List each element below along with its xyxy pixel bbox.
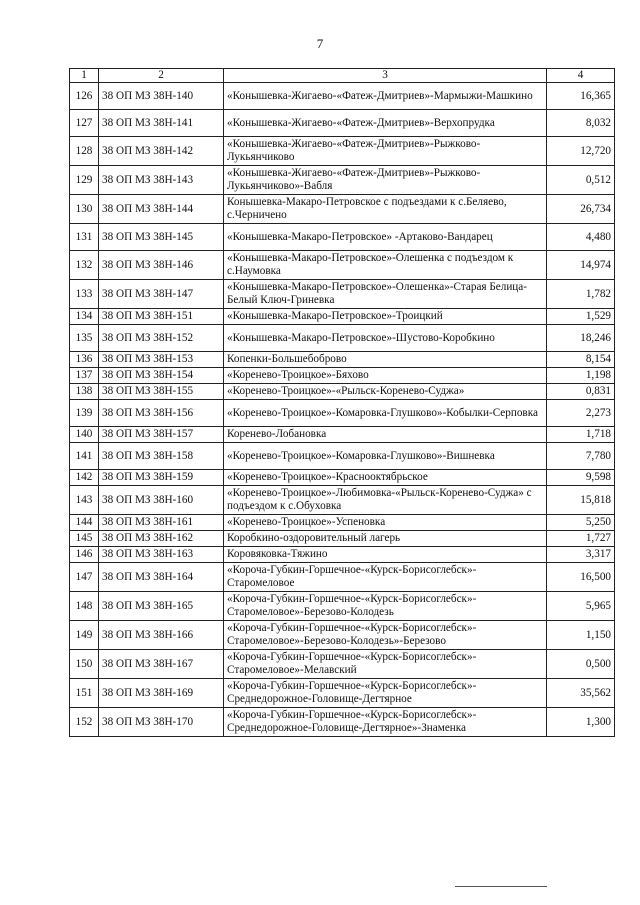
road-length: 5,250 bbox=[547, 515, 615, 531]
road-name: Конышевка-Макаро-Петровское с подъездами к с.Беляево, с.Черничено bbox=[224, 195, 547, 224]
road-code: 38 ОП МЗ 38Н-161 bbox=[99, 515, 224, 531]
road-name: «Конышевка-Жигаево-«Фатеж-Дмитриев»-Рыжково-Лукьянчиково bbox=[224, 137, 547, 166]
road-length: 35,562 bbox=[547, 679, 615, 708]
road-code: 38 ОП МЗ 38Н-144 bbox=[99, 195, 224, 224]
row-number: 149 bbox=[70, 621, 99, 650]
header-col-4: 4 bbox=[547, 69, 615, 83]
row-number: 142 bbox=[70, 470, 99, 486]
road-name: «Конышевка-Макаро-Петровское» -Артаково-Вандарец bbox=[224, 224, 547, 251]
road-length: 0,512 bbox=[547, 166, 615, 195]
table-row bbox=[70, 708, 615, 737]
road-code: 38 ОП МЗ 38Н-158 bbox=[99, 443, 224, 470]
road-code: 38 ОП МЗ 38Н-159 bbox=[99, 470, 224, 486]
row-number: 145 bbox=[70, 531, 99, 547]
row-number: 135 bbox=[70, 325, 99, 352]
road-code: 38 ОП МЗ 38Н-153 bbox=[99, 352, 224, 368]
row-number: 129 bbox=[70, 166, 99, 195]
row-number: 131 bbox=[70, 224, 99, 251]
road-length: 0,500 bbox=[547, 650, 615, 679]
road-code: 38 ОП МЗ 38Н-143 bbox=[99, 166, 224, 195]
table-row bbox=[70, 443, 615, 470]
road-name: «Конышевка-Макаро-Петровское»-Шустово-Коробкино bbox=[224, 325, 547, 352]
road-name: «Коренево-Троицкое»-Комаровка-Глушково»-Кобылки-Серповка bbox=[224, 400, 547, 427]
page-number: 7 bbox=[316, 36, 324, 51]
road-code: 38 ОП МЗ 38Н-166 bbox=[99, 621, 224, 650]
road-length: 1,300 bbox=[547, 708, 615, 737]
road-name: «Короча-Губкин-Горшечное-«Курск-Борисоглебск»-Старомеловое»-Березово-Колодезь»-Березово bbox=[224, 621, 547, 650]
road-code: 38 ОП МЗ 38Н-155 bbox=[99, 384, 224, 400]
row-number: 132 bbox=[70, 251, 99, 280]
table-row bbox=[70, 251, 615, 280]
road-code: 38 ОП МЗ 38Н-140 bbox=[99, 83, 224, 110]
road-name: «Конышевка-Жигаево-«Фатеж-Дмитриев»-Верхопрудка bbox=[224, 110, 547, 137]
road-code: 38 ОП МЗ 38Н-154 bbox=[99, 368, 224, 384]
table-row bbox=[70, 309, 615, 325]
road-code: 38 ОП МЗ 38Н-167 bbox=[99, 650, 224, 679]
row-number: 141 bbox=[70, 443, 99, 470]
table-row bbox=[70, 325, 615, 352]
road-length: 1,782 bbox=[547, 280, 615, 309]
road-length: 16,500 bbox=[547, 563, 615, 592]
road-name: «Конышевка-Макаро-Петровское»-Олешенка»-Старая Белица-Белый Ключ-Гриневка bbox=[224, 280, 547, 309]
road-name: «Коренево-Троицкое»-Успеновка bbox=[224, 515, 547, 531]
road-name: «Короча-Губкин-Горшечное-«Курск-Борисоглебск»-Среднедорожное-Головище-Дегтярное bbox=[224, 679, 547, 708]
road-length: 14,974 bbox=[547, 251, 615, 280]
table-header-row bbox=[70, 69, 615, 83]
road-name: «Короча-Губкин-Горшечное-«Курск-Борисоглебск»-Старомеловое bbox=[224, 563, 547, 592]
road-code: 38 ОП МЗ 38Н-162 bbox=[99, 531, 224, 547]
road-code: 38 ОП МЗ 38Н-160 bbox=[99, 486, 224, 515]
table-row bbox=[70, 486, 615, 515]
road-length: 8,032 bbox=[547, 110, 615, 137]
road-name: Коробкино-оздоровительный лагерь bbox=[224, 531, 547, 547]
road-length: 3,317 bbox=[547, 547, 615, 563]
road-code: 38 ОП МЗ 38Н-147 bbox=[99, 280, 224, 309]
road-length: 1,150 bbox=[547, 621, 615, 650]
table-row bbox=[70, 110, 615, 137]
table-row bbox=[70, 531, 615, 547]
road-length: 16,365 bbox=[547, 83, 615, 110]
road-code: 38 ОП МЗ 38Н-152 bbox=[99, 325, 224, 352]
road-code: 38 ОП МЗ 38Н-157 bbox=[99, 427, 224, 443]
row-number: 150 bbox=[70, 650, 99, 679]
table-row bbox=[70, 400, 615, 427]
header-col-1: 1 bbox=[70, 69, 99, 83]
row-number: 148 bbox=[70, 592, 99, 621]
table-row bbox=[70, 679, 615, 708]
road-code: 38 ОП МЗ 38Н-142 bbox=[99, 137, 224, 166]
row-number: 133 bbox=[70, 280, 99, 309]
row-number: 130 bbox=[70, 195, 99, 224]
road-code: 38 ОП МЗ 38Н-141 bbox=[99, 110, 224, 137]
table-row bbox=[70, 195, 615, 224]
row-number: 139 bbox=[70, 400, 99, 427]
header-col-3: 3 bbox=[224, 69, 547, 83]
table-row bbox=[70, 515, 615, 531]
road-length: 18,246 bbox=[547, 325, 615, 352]
row-number: 152 bbox=[70, 708, 99, 737]
road-length: 8,154 bbox=[547, 352, 615, 368]
road-name: «Короча-Губкин-Горшечное-«Курск-Борисоглебск»-Старомеловое»-Березово-Колодезь bbox=[224, 592, 547, 621]
table-row bbox=[70, 83, 615, 110]
road-length: 7,780 bbox=[547, 443, 615, 470]
road-length: 1,529 bbox=[547, 309, 615, 325]
road-code: 38 ОП МЗ 38Н-169 bbox=[99, 679, 224, 708]
road-code: 38 ОП МЗ 38Н-146 bbox=[99, 251, 224, 280]
table-row bbox=[70, 547, 615, 563]
road-code: 38 ОП МЗ 38Н-156 bbox=[99, 400, 224, 427]
row-number: 136 bbox=[70, 352, 99, 368]
row-number: 140 bbox=[70, 427, 99, 443]
table-row bbox=[70, 621, 615, 650]
road-length: 9,598 bbox=[547, 470, 615, 486]
row-number: 144 bbox=[70, 515, 99, 531]
header-col-2: 2 bbox=[99, 69, 224, 83]
road-length: 2,273 bbox=[547, 400, 615, 427]
row-number: 138 bbox=[70, 384, 99, 400]
row-number: 134 bbox=[70, 309, 99, 325]
road-length: 26,734 bbox=[547, 195, 615, 224]
road-name: «Коренево-Троицкое»-«Рыльск-Коренево-Суджа» bbox=[224, 384, 547, 400]
road-length: 0,831 bbox=[547, 384, 615, 400]
road-length: 4,480 bbox=[547, 224, 615, 251]
table-row bbox=[70, 427, 615, 443]
row-number: 146 bbox=[70, 547, 99, 563]
table-row bbox=[70, 224, 615, 251]
road-code: 38 ОП МЗ 38Н-165 bbox=[99, 592, 224, 621]
footer-divider bbox=[455, 886, 547, 887]
road-length: 15,818 bbox=[547, 486, 615, 515]
road-code: 38 ОП МЗ 38Н-163 bbox=[99, 547, 224, 563]
table-row bbox=[70, 384, 615, 400]
road-name: «Конышевка-Жигаево-«Фатеж-Дмитриев»-Мармыжи-Машкино bbox=[224, 83, 547, 110]
road-name: «Коренево-Троицкое»-Краснооктябрьское bbox=[224, 470, 547, 486]
table-row bbox=[70, 280, 615, 309]
row-number: 128 bbox=[70, 137, 99, 166]
road-name: Копенки-Большебоброво bbox=[224, 352, 547, 368]
road-length: 1,718 bbox=[547, 427, 615, 443]
road-code: 38 ОП МЗ 38Н-170 bbox=[99, 708, 224, 737]
road-name: «Конышевка-Макаро-Петровское»-Олешенка с подъездом к с.Наумовка bbox=[224, 251, 547, 280]
road-code: 38 ОП МЗ 38Н-164 bbox=[99, 563, 224, 592]
table-row bbox=[70, 166, 615, 195]
road-name: «Коренево-Троицкое»-Бяхово bbox=[224, 368, 547, 384]
table-row bbox=[70, 368, 615, 384]
roads-table bbox=[69, 68, 615, 737]
row-number: 143 bbox=[70, 486, 99, 515]
road-name: «Короча-Губкин-Горшечное-«Курск-Борисоглебск»-Среднедорожное-Головище-Дегтярное»-Знаменка bbox=[224, 708, 547, 737]
table-row bbox=[70, 650, 615, 679]
road-length: 1,198 bbox=[547, 368, 615, 384]
table-row bbox=[70, 352, 615, 368]
road-name: «Коренево-Троицкое»-Комаровка-Глушково»-Вишневка bbox=[224, 443, 547, 470]
row-number: 137 bbox=[70, 368, 99, 384]
road-code: 38 ОП МЗ 38Н-151 bbox=[99, 309, 224, 325]
table-row bbox=[70, 592, 615, 621]
road-name: «Конышевка-Жигаево-«Фатеж-Дмитриев»-Рыжково-Лукьянчиково»-Вабля bbox=[224, 166, 547, 195]
road-name: Коренево-Лобановка bbox=[224, 427, 547, 443]
road-name: «Конышевка-Макаро-Петровское»-Троицкий bbox=[224, 309, 547, 325]
row-number: 127 bbox=[70, 110, 99, 137]
road-length: 5,965 bbox=[547, 592, 615, 621]
table-row bbox=[70, 137, 615, 166]
road-name: «Коренево-Троицкое»-Любимовка-«Рыльск-Коренево-Суджа» с подъездом к с.Обуховка bbox=[224, 486, 547, 515]
road-length: 1,727 bbox=[547, 531, 615, 547]
road-code: 38 ОП МЗ 38Н-145 bbox=[99, 224, 224, 251]
road-length: 12,720 bbox=[547, 137, 615, 166]
row-number: 151 bbox=[70, 679, 99, 708]
table-row bbox=[70, 563, 615, 592]
row-number: 147 bbox=[70, 563, 99, 592]
road-name: «Короча-Губкин-Горшечное-«Курск-Борисоглебск»-Старомеловое»-Мелавский bbox=[224, 650, 547, 679]
table-row bbox=[70, 470, 615, 486]
row-number: 126 bbox=[70, 83, 99, 110]
road-name: Коровяковка-Тяжино bbox=[224, 547, 547, 563]
